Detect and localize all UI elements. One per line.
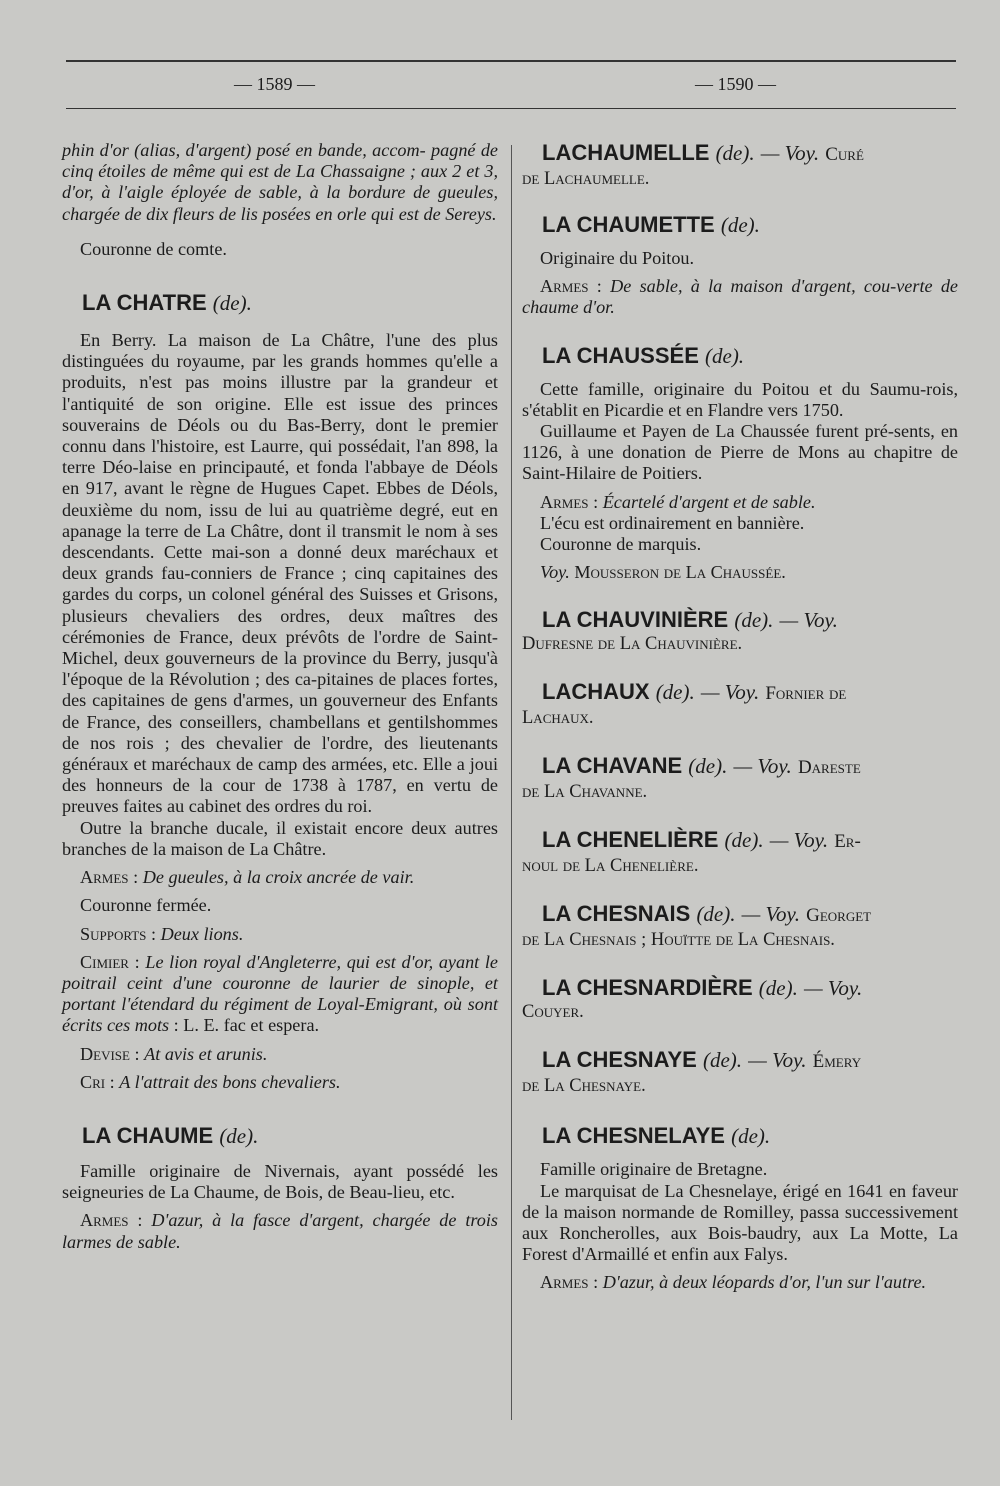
ref-continued: Lachaux. [522,708,594,729]
heading-de: (de). [731,1124,771,1149]
heading-title: LA CHESNAIS [542,901,691,927]
heading-la-chauviniere [522,607,958,633]
armes-label: Armes : [540,491,599,512]
entry-la-chesnaye [522,1047,958,1097]
heading-voy: — Voy. [779,608,838,633]
la-chaussee-voy [522,562,958,583]
heading-de: (de). [720,213,760,237]
la-chatre-armes [62,867,498,888]
heading-la-chatre [62,290,498,316]
armes-text: De gueules, à la croix ancrée de vair. [142,867,415,888]
la-chatre-cimier [62,952,498,1037]
la-chaussee-couronne: Couronne de marquis. [540,534,702,555]
armes-text: D'azur, à la fasce d'argent, chargée de trois larmes de sable. [62,1210,499,1252]
heading-de: (de). [212,291,252,316]
armes-text: De sable, à la maison d'argent, cou-verte de chaume d'or. [522,276,958,318]
ref-continued: noul de La Chenelière. [522,856,699,877]
left-column [62,140,498,1253]
la-chaumette-text: Originaire du Poitou. [540,248,695,268]
heading-title: LA CHAUME [82,1122,214,1148]
top-rule [66,60,956,62]
heading-de: (de). [705,343,745,368]
heading-la-chesnardiere [522,975,958,1001]
cri-text: A l'attrait des bons chevaliers. [119,1071,341,1092]
heading-de: (de). [696,902,736,927]
cimier-text: Le lion royal d'Angleterre, qui est d'or, ayant le poitrail ceint d'une couronne de laurier de sinople, et portant l'étendard du régiment de Loyal-Emigrant, où sont écrits ces mots [62,951,499,1036]
entry-la-chesnardiere [522,975,958,1023]
intro-text [62,140,498,225]
entry-la-chesnelaye [522,1123,958,1293]
heading-voy: — Voy. [748,1048,807,1073]
la-chatre-supports [62,924,498,945]
heading-la-cheneliere [522,827,958,855]
heading-la-chavane [522,753,958,781]
heading-de: (de). [219,1123,259,1148]
couronne-comte: Couronne de comte. [80,238,227,259]
armes-text: Écartelé d'argent et de sable. [602,491,816,512]
cimier-tail: : L. E. fac et espera. [173,1015,320,1036]
armes-text: D'azur, à deux léopards d'or, l'un sur l'autre. [602,1272,927,1293]
heading-ref: Er- [834,831,861,853]
la-chatre-cri [62,1072,498,1093]
heading-voy: — Voy. [700,680,760,705]
heading-ref: Curé [825,144,864,165]
heading-title: LACHAUX [542,679,650,705]
voy-label: Voy. [540,562,570,583]
heading-title: LA CHATRE [82,290,207,316]
ref-continued: de La Chavanne. [522,782,648,803]
armes-label: Armes : [80,1210,143,1231]
la-chaussee-armes [522,492,958,513]
la-chaumette-armes [522,276,958,318]
heading-la-chesnelaye [522,1123,958,1149]
entry-lachaux [522,679,958,729]
entry-la-chauviniere [522,607,958,655]
heading-title: LA CHESNARDIÈRE [542,975,753,1001]
heading-title: LA CHAUMETTE [542,212,715,237]
heading-lachaux [522,679,958,707]
la-chaussee-text-2: Guillaume et Payen de La Chaussée furent pré-sents, en 1126, à une donation de Pierre de Mons au chapitre de Saint-Hilaire de Poitiers. [522,421,958,484]
cri-label: Cri : [80,1071,115,1092]
heading-title: LA CHENELIÈRE [542,827,719,853]
devise-label: Devise : [80,1043,140,1064]
la-chaussee-text-1: Cette famille, originaire du Poitou et du Saumu-rois, s'établit en Picardie et en Flandre vers 1750. [522,378,958,420]
entry-la-chaumette [522,212,958,319]
page-number-left: — 1589 — [234,74,315,94]
heading-la-chaumette [522,212,958,238]
heading-voy: — Voy. [733,754,792,779]
heading-de: (de). [758,976,798,1001]
heading-lachaumelle [522,140,958,168]
entry-lachaumelle [522,140,958,190]
heading-ref: Georget [806,905,872,927]
cimier-label: Cimier : [80,951,140,972]
heading-la-chesnais [522,901,958,929]
voy-ref: Mousseron de La Chaussée. [574,562,786,583]
heading-de: (de). [715,141,755,165]
heading-la-chaume [62,1123,498,1149]
heading-title: LA CHESNELAYE [542,1123,725,1149]
heading-title: LA CHESNAYE [542,1047,697,1073]
armes-label: Armes : [80,867,139,888]
heading-title: LA CHAUSSÉE [542,342,699,368]
heading-de: (de). [734,608,774,633]
la-chesnelaye-text-1: Famille originaire de Bretagne. [540,1159,768,1180]
heading-de: (de). [688,754,728,779]
la-chaume-text: Famille originaire de Nivernais, ayant possédé les seigneuries de La Chaume, de Bois, de Beau-lieu, etc. [62,1160,498,1203]
heading-voy: — Voy. [803,976,863,1001]
entry-la-chesnais [522,901,958,951]
ref-continued: Dufresne de La Chauvinière. [522,634,743,655]
supports-label: Supports : [80,923,157,944]
heading-de: (de). [724,828,764,853]
entry-la-chatre [62,290,498,1093]
entry-la-chavane [522,753,958,803]
header-rule [66,108,956,109]
ref-continued: de Lachaumelle. [522,169,650,189]
la-chaume-armes [62,1210,498,1252]
heading-title: LA CHAVANE [542,753,683,779]
column-separator [511,145,512,1420]
la-chatre-couronne: Couronne fermée. [80,895,212,916]
heading-de: (de). [702,1048,743,1073]
right-column [522,140,958,1294]
heading-ref: Dareste [797,757,861,779]
heading-la-chesnaye [522,1047,958,1075]
page-number-right: — 1590 — [695,74,776,94]
la-chatre-branches: Outre la branche ducale, il existait encore deux autres branches de la maison de La Châtre. [62,817,498,859]
la-chatre-devise [62,1044,498,1065]
la-chaussee-ecu: L'écu est ordinairement en bannière. [540,512,805,533]
la-chatre-history: En Berry. La maison de La Châtre, l'une des plus distinguées du royaume, par les grands hommes qu'elle a produits, n'est pas moins illustre par la grandeur et l'antiquité de son origine. Elle est issue des princes souverains de Déols ou du Bas-Berry, dont le premier connu dans l'histoire, est Laurre, qui possédait, l'an 898, la terre Déo-laise en principauté, et fonda l'abbaye de Déols en 917, avant le règne de Hugues Capet. Ebbes de Déols, deuxième du nom, issu de lui au quatrième degré, eut en apanage la terre de La Châtre, dont il transmit le nom à ses descendants. Cette mai-son a donné deux maréchaux et deux grands fau-conniers de France ; cinq capitaines des gardes du corps, un colonel général des Suisses et Grisons, plusieurs chevaliers des ordres, deux maîtres des cérémonies de France, deux prévôts de l'ordre de Saint-Michel, deux gouverneurs de la province du Berry, jusqu'à l'époque de la Révolution ; des ca-pitaines de places fortes, des capitaines de gens d'armes, un gouverneur des Enfants de France, des conseillers, chambellans et gentilshommes de nos rois ; des chevalier de l'ordre, des lieutenants généraux et maréchaux de camp des armées, etc. Elle a joui des honneurs de la cour de 1738 à 1787, en vertu de preuves faites au cabinet des ordres du roi. [62,330,498,817]
intro-line: phin d'or (alias, d'argent) posé en bande, accom- [62,140,426,160]
la-chesnelaye-armes [522,1272,958,1293]
heading-title: LA CHAUVINIÈRE [542,607,729,633]
heading-voy: — Voy. [741,902,800,927]
heading-de: (de). [655,680,695,705]
entry-la-chaussee [522,343,958,584]
heading-la-chaussee [522,343,958,369]
ref-continued: Couyer. [522,1002,584,1023]
heading-voy: — Voy. [769,828,829,853]
armes-label: Armes : [540,276,602,297]
la-chesnelaye-text-2: Le marquisat de La Chesnelaye, érigé en 1641 en faveur de la maison normande de Romilley, passa successivement aux Roncherolles, aux Bois-baudry, aux La Motte, La Forest d'Armaillé et enfin aux Falys. [522,1180,958,1265]
ref-continued: de La Chesnais ; Houïtte de La Chesnais. [522,930,835,951]
supports-text: Deux lions. [160,923,244,944]
heading-ref: Fornier de [765,683,847,705]
heading-title: LACHAUMELLE [542,140,710,165]
entry-la-chaume [62,1123,498,1253]
heading-ref: Émery [812,1051,862,1073]
intro-rest: pagné de cinq étoiles de même qui est de La Chassaigne ; aux 2 et 3, d'or, à l'aigle éployée de sable, à la bordure de gueules, chargée de dix fleurs de lis posées en orle qui est de Sereys. [62,140,498,224]
heading-voy: — Voy. [760,141,820,165]
entry-la-cheneliere [522,827,958,877]
devise-text: At avis et arunis. [144,1043,268,1064]
armes-label: Armes : [540,1272,599,1293]
ref-continued: de La Chesnaye. [522,1076,646,1097]
